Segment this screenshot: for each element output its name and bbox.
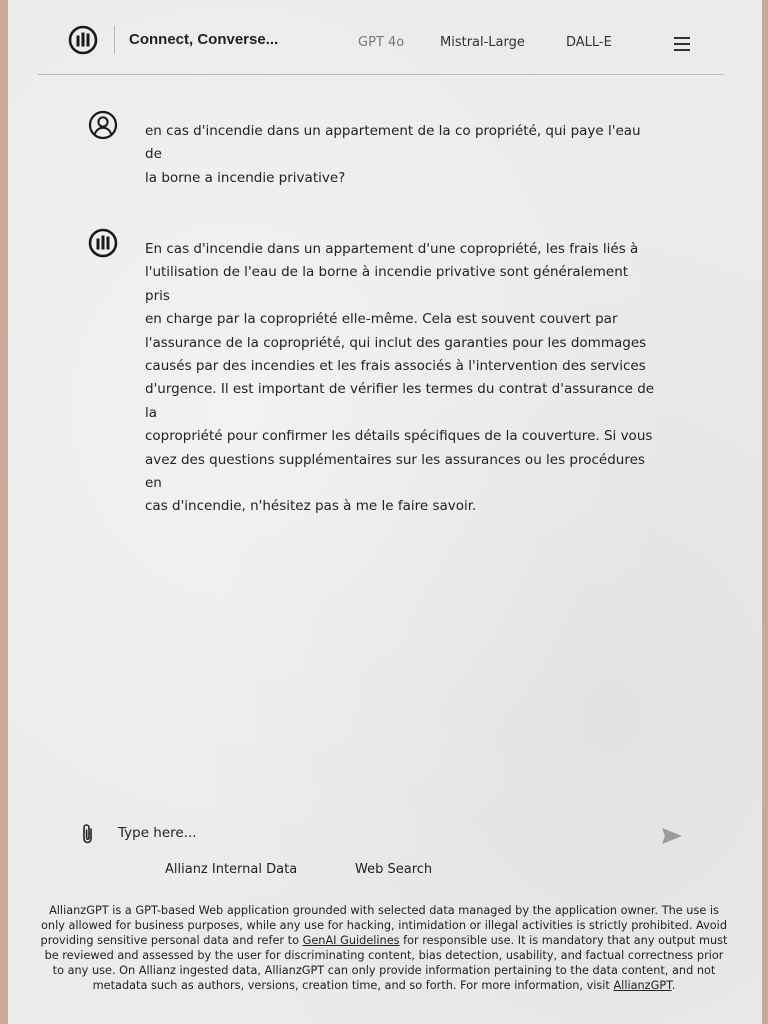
allianz-internal-data-option[interactable]: Allianz Internal Data — [165, 862, 298, 877]
paperclip-icon[interactable] — [80, 822, 96, 846]
message-line: causés par des incendies et les frais associés à l'intervention des services — [145, 358, 646, 375]
allianz-logo-icon — [88, 228, 118, 258]
message-line: en charge par la copropriété elle-même. Cela est souvent couvert par — [145, 311, 618, 328]
assistant-message-text — [145, 238, 657, 519]
disclaimer-text: AllianzGPT is a GPT-based Web application grounded with selected data managed by the application owner. The use is only allowed for business purposes, while any use for hacking, intimidation or illegal activities is strictly prohibited. Avoid providing sensitive personal data and refer to — [40, 904, 727, 947]
message-composer — [8, 818, 762, 852]
page — [8, 0, 762, 1024]
tab-gpt-4o[interactable]: GPT 4o — [358, 35, 405, 50]
top-bar — [8, 0, 762, 76]
message-line: cas d'incendie, n'hésitez pas à me le faire savoir. — [145, 498, 477, 515]
message-line: la borne a incendie privative? — [145, 169, 346, 186]
message-input[interactable] — [112, 820, 644, 846]
message-line: l'utilisation de l'eau de la borne à incendie privative sont généralement pris — [145, 264, 629, 304]
user-avatar-icon — [88, 110, 118, 140]
alliancegpt-link[interactable]: AllianzGPT — [613, 979, 672, 992]
message-line: En cas d'incendie dans un appartement d'une copropriété, les frais liés à — [145, 241, 639, 257]
user-message-text — [145, 120, 657, 190]
app-title: Connect, Converse... — [129, 31, 279, 48]
message-line: l'assurance de la copropriété, qui inclut des garanties pour les dommages — [145, 334, 647, 351]
web-search-option[interactable]: Web Search — [355, 862, 433, 877]
message-line: avez des questions supplémentaires sur les assurances ou les procédures en — [145, 451, 645, 492]
hamburger-menu-icon[interactable] — [674, 37, 692, 53]
send-icon[interactable] — [660, 826, 684, 846]
disclaimer — [38, 903, 730, 993]
header-separator — [38, 74, 724, 75]
message-line: copropriété pour confirmer les détails spécifiques de la couverture. Si vous — [145, 428, 653, 445]
allianz-logo-icon[interactable] — [68, 25, 98, 55]
message-line: en cas d'incendie dans un appartement de la co propriété, qui paye l'eau de — [145, 123, 641, 163]
disclaimer-text: . — [671, 979, 676, 992]
tab-mistral-large[interactable]: Mistral-Large — [440, 35, 525, 50]
message-line: d'urgence. Il est important de vérifier les termes du contrat d'assurance de la — [145, 381, 655, 421]
genai-guidelines-link[interactable]: GenAI Guidelines — [302, 934, 400, 947]
disclaimer-text: for responsible use. It is mandatory that any output must be reviewed and assessed by the user for discriminating content, bias detection, usability, and factual correctness prior to any use. On Allianz ingested data, AllianzGPT can only provide information pertaining to the data content, and not metadata such as authors, versions, creation time, and so forth. For more information, visit — [44, 934, 728, 992]
tab-dall-e[interactable]: DALL-E — [566, 35, 612, 50]
header-divider — [114, 26, 115, 54]
